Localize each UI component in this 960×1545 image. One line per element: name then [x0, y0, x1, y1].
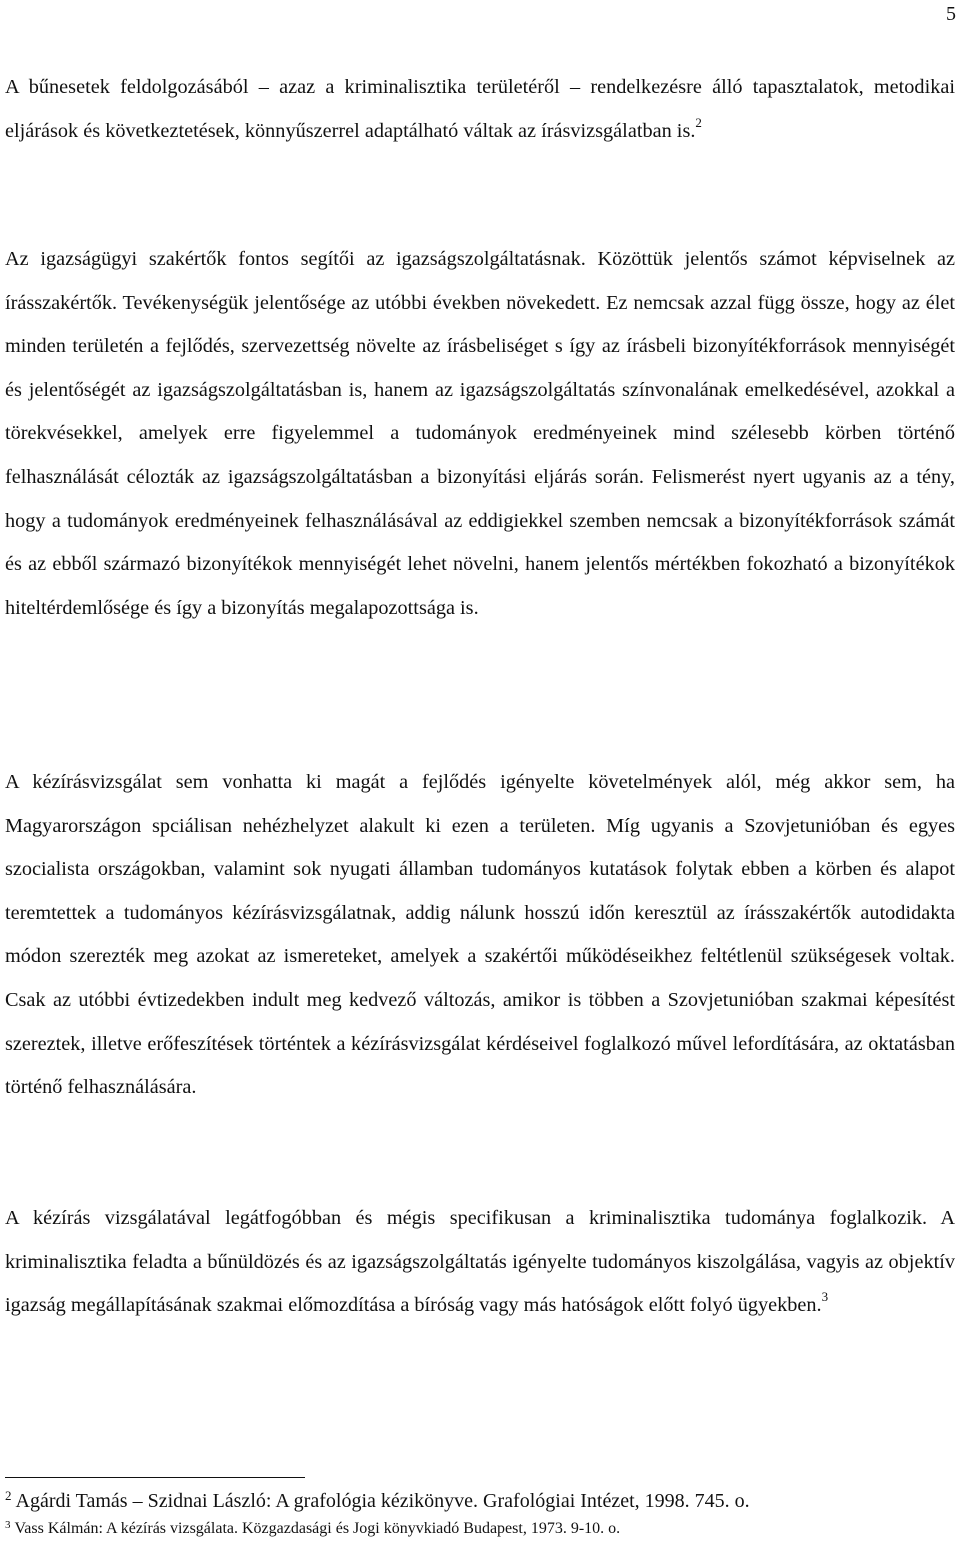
- paragraph-forensic-experts: [5, 238, 955, 630]
- footnote: [5, 1517, 960, 1542]
- footnote: [5, 1486, 960, 1518]
- paragraph-criminalistics-adaptation: [5, 66, 955, 153]
- footnote-mark: 2: [5, 1488, 12, 1503]
- footnote-mark: 3: [5, 1519, 11, 1531]
- paragraph-text: A kézírásvizsgálat sem vonhatta ki magát a fejlődés igényelte követelmények alól, még akkor sem, ha Magyarországon spciálisan nehézhelyzet alakult ki ezen a területen. Míg ugyanis a Szovjetunióban és egyes szocialista országokban, valamint sok nyugati államban tudományos kutatások folytak ebben a körben és alapot teremtettek a tudományos kézírásvizsgálatnak, addig nálunk hosszú időn keresztül az írásszakértők autodidakta módon szerezték meg azokat az ismereteket, amelyek a szakértői működéseikhez feltétlenül szükségesek voltak. Csak az utóbbi évtizedekben indult meg kedvező változás, amikor is többen a Szovjetunióban szakmai képesítést szereztek, illetve erőfeszítések történtek a kézírásvizsgálat kérdéseivel foglalkozó művel lefordítására, az oktatásban történő felhasználására.: [5, 771, 955, 1099]
- paragraph-text: A bűnesetek feldolgozásából – azaz a kriminalisztika területéről – rendelkezésre álló tapasztalatok, metodikai eljárások és következtetések, könnyűszerrel adaptálható váltak az írásvizsgálatban is.: [5, 76, 955, 142]
- footnote-reference[interactable]: 3: [821, 1289, 829, 1305]
- paragraph-text: Az igazságügyi szakértők fontos segítői az igazságszolgáltatásnak. Közöttük jelentős számot képviselnek az írásszakértők. Tevékenységük jelentősége az utóbbi években növekedett. Ez nemcsak azzal függ össze, hogy az élet minden területén a fejlődés, szervezettség növelte az írásbeliséget s így az írásbeli bizonyítékforrások mennyiségét és jelentőségét az igazságszolgáltatásban is, hanem az igazságszolgáltatás színvonalának emelkedésével, azokkal a törekvésekkel, amelyek erre figyelemmel a tudományok eredményeinek mind szélesebb körben történő felhasználását célozták az igazságszolgáltatásban a bizonyítási eljárás során. Felismerést nyert ugyanis az a tény, hogy a tudományok eredményeinek felhasználásával az eddigiekkel szemben nemcsak a bizonyítékforrások számát és az ebből származó bizonyítékok mennyiségét lehet növelni, hanem jelentős mértékben fokozható a bizonyítékok hiteltérdemlősége és így a bizonyítás megalapozottsága is.: [5, 248, 955, 619]
- footnote-text: Vass Kálmán: A kézírás vizsgálata. Közgazdasági és Jogi könyvkiadó Budapest, 1973. 9-10. o.: [14, 1520, 621, 1537]
- paragraph-text: A kézírás vizsgálatával legátfogóbban és mégis specifikusan a kriminalisztika tudománya foglalkozik. A kriminalisztika feladta a bűnüldözés és az igazságszolgáltatás igényelte tudományos kiszolgálása, vagyis az objektív igazság megállapításának szakmai előmozdítása a bíróság vagy más hatóságok előtt folyó ügyekben.: [5, 1207, 955, 1317]
- footnote-separator: [5, 1477, 305, 1478]
- paragraph-handwriting-examination: [5, 761, 955, 1110]
- page-number: 5: [946, 3, 956, 25]
- paragraph-criminalistics-science: [5, 1197, 955, 1328]
- footnote-text: Agárdi Tamás – Szidnai László: A grafológia kézikönyve. Grafológiai Intézet, 1998. 745. o.: [15, 1490, 750, 1512]
- footnote-reference[interactable]: 2: [695, 114, 702, 130]
